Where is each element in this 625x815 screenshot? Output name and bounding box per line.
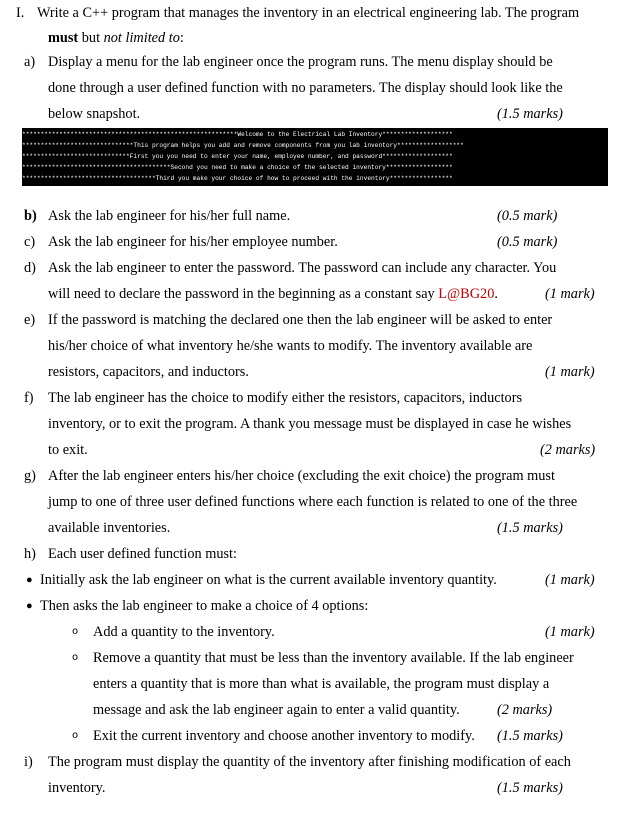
item-d-marks: (1 mark) (545, 286, 595, 302)
item-g-line3: available inventories. (48, 520, 171, 536)
circle-bullet-icon: o (72, 652, 79, 663)
console-snapshot (22, 128, 608, 186)
item-f-marks: (2 marks) (540, 442, 596, 458)
item-g-line2: jump to one of three user defined functions where each function is related to one of the three (48, 494, 578, 510)
bullet-1-marks: (1 mark) (545, 572, 595, 588)
item-b-text: Ask the lab engineer for his/her full name. (48, 208, 291, 224)
item-b-marks: (0.5 mark) (497, 208, 558, 224)
question-number: I. (16, 5, 25, 21)
question-intro-line1: Write a C++ program that manages the inventory in an electrical engineering lab. The program (37, 5, 580, 21)
item-i-line2: inventory. (48, 780, 106, 796)
item-c-text: Ask the lab engineer for his/her employee number. (48, 234, 338, 250)
item-f-line2: inventory, or to exit the program. A thank you message must be displayed in case he wishes (48, 416, 572, 432)
item-g-label: g) (24, 468, 36, 484)
option-2-marks: (2 marks) (497, 702, 553, 718)
option-2-line2: enters a quantity that is more than what is available, the program must display a (93, 676, 550, 692)
item-d-line1: Ask the lab engineer to enter the password. The password can include any character. You (48, 260, 557, 276)
item-a-line2: done through a user defined function with no parameters. The display should look like the (48, 80, 563, 96)
bullet-1-text: Initially ask the lab engineer on what is the current available inventory quantity. (40, 572, 497, 588)
console-line: *****************************First you you need to enter your name, employee number, and password******************* (22, 153, 453, 160)
bullet-2-text: Then asks the lab engineer to make a choice of 4 options: (40, 598, 369, 614)
item-f-line1: The lab engineer has the choice to modify either the resistors, capacitors, inductors (48, 390, 523, 406)
option-2-line1: Remove a quantity that must be less than the inventory available. If the lab engineer (93, 650, 574, 666)
password-constant: L@BG20 (438, 286, 495, 302)
console-line: ************************************Third you make your choice of how to proceed with the inventory***************** (22, 175, 453, 182)
item-c-marks: (0.5 mark) (497, 234, 558, 250)
item-f-line3: to exit. (48, 442, 88, 458)
item-e-line1: If the password is matching the declared one then the lab engineer will be asked to enter (48, 312, 553, 328)
bullet-dot-icon: ● (26, 574, 33, 586)
item-i-label: i) (24, 754, 33, 770)
item-a-line1: Display a menu for the lab engineer once the program runs. The menu display should be (48, 54, 553, 70)
item-b-label: b) (24, 208, 37, 224)
must-bold: must (48, 30, 79, 46)
circle-bullet-icon: o (72, 730, 79, 741)
item-e-marks: (1 mark) (545, 364, 595, 380)
item-h-text: Each user defined function must: (48, 546, 237, 562)
item-e-line2: his/her choice of what inventory he/she wants to modify. The inventory available are (48, 338, 533, 354)
question-intro-line2: must but not limited to: (48, 30, 184, 46)
option-3-marks: (1.5 marks) (497, 728, 563, 744)
item-g-line1: After the lab engineer enters his/her choice (excluding the exit choice) the program must (48, 468, 555, 484)
item-i-marks: (1.5 marks) (497, 780, 563, 796)
console-line: ******************************This program helps you add and remove components from you lab inventory****************** (22, 142, 464, 149)
item-a-label: a) (24, 54, 36, 70)
item-g-marks: (1.5 marks) (497, 520, 563, 536)
console-line: ****************************************Second you need to make a choice of the selected inventory****************** (22, 164, 453, 171)
item-h-label: h) (24, 546, 36, 562)
option-1-marks: (1 mark) (545, 624, 595, 640)
option-1-text: Add a quantity to the inventory. (93, 624, 275, 640)
option-3-text: Exit the current inventory and choose another inventory to modify. (93, 728, 475, 744)
item-f-label: f) (24, 390, 34, 406)
item-c-label: c) (24, 234, 36, 250)
circle-bullet-icon: o (72, 626, 79, 637)
option-2-line3: message and ask the lab engineer again to enter a valid quantity. (93, 702, 460, 718)
item-d-line2: will need to declare the password in the beginning as a constant say L@BG20. (48, 286, 498, 302)
console-line: **********************************************************Welcome to the Electrical Lab Inventory******************* (22, 131, 453, 138)
item-d-label: d) (24, 260, 36, 276)
item-a-line3: below snapshot. (48, 106, 141, 122)
item-e-line3: resistors, capacitors, and inductors. (48, 364, 249, 380)
item-a-marks: (1.5 marks) (497, 106, 563, 122)
item-e-label: e) (24, 312, 36, 328)
bullet-dot-icon: ● (26, 600, 33, 612)
item-i-line1: The program must display the quantity of the inventory after finishing modification of each (48, 754, 571, 770)
